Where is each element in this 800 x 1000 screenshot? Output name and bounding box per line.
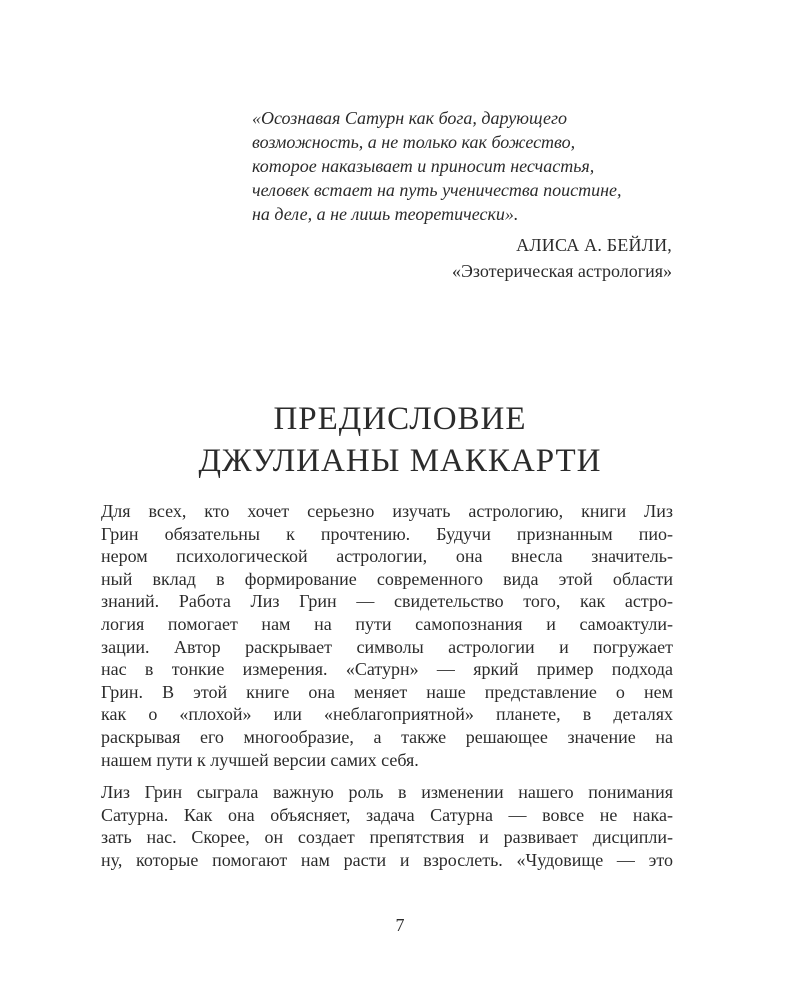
text-line: нас в тонкие измерения. «Сатурн» — яркий пример подхода	[101, 659, 673, 680]
text-line: знаний. Работа Лиз Грин — свидетельство того, как астро-	[101, 591, 673, 612]
text-line: зать нас. Скорее, он создает препятствия и развивает дисципли-	[101, 827, 673, 848]
epigraph-line: на деле, а не лишь теоретически».	[252, 204, 519, 224]
text-line: Для всех, кто хочет серьезно изучать астрологию, книги Лиз	[101, 501, 673, 521]
page-number: 7	[395, 915, 405, 935]
paragraph	[101, 781, 673, 871]
epigraph-line: которое наказывает и приносит несчастья,	[252, 156, 595, 176]
text-line: Грин обязательны к прочтению. Будучи признанным пио-	[101, 523, 673, 544]
chapter-heading-line: ПРЕДИСЛОВИЕ	[273, 401, 527, 437]
epigraph	[252, 106, 672, 284]
text-line: ну, которые помогают нам расти и взрослеть. «Чудовище — это	[101, 849, 673, 870]
epigraph-line: «Осознавая Сатурн как бога, дарующего	[252, 108, 567, 128]
chapter-heading-line: ДЖУЛИАНЫ МАККАРТИ	[198, 443, 602, 479]
text-line: зации. Автор раскрывает символы астрологии и погружает	[101, 636, 673, 657]
text-line: ный вклад в формирование современного вида этой области	[101, 568, 673, 589]
text-line: нашем пути к лучшей версии самих себя.	[101, 749, 419, 770]
epigraph-line: человек встает на путь ученичества поистине,	[252, 180, 622, 200]
epigraph-source: «Эзотерическая астрология»	[452, 261, 672, 281]
body-text	[101, 500, 673, 872]
epigraph-author: АЛИСА А. БЕЙЛИ,	[516, 235, 672, 255]
text-line: как о «плохой» или «неблагоприятной» планете, в деталях	[101, 704, 673, 725]
chapter-heading	[0, 398, 800, 482]
text-line: Сатурна. Как она объясняет, задача Сатурна — вовсе не нака-	[101, 804, 673, 825]
paragraph	[101, 500, 673, 771]
text-line: Лиз Грин сыграла важную роль в изменении нашего понимания	[101, 782, 673, 803]
text-line: Грин. В этой книге она меняет наше представление о нем	[101, 681, 673, 702]
epigraph-line: возможность, а не только как божество,	[252, 132, 576, 152]
text-line: нером психологической астрологии, она внесла значитель-	[101, 546, 673, 567]
text-line: логия помогает нам на пути самопознания и самоактули-	[101, 613, 673, 634]
text-line: раскрывая его многообразие, а также решающее значение на	[101, 726, 673, 747]
